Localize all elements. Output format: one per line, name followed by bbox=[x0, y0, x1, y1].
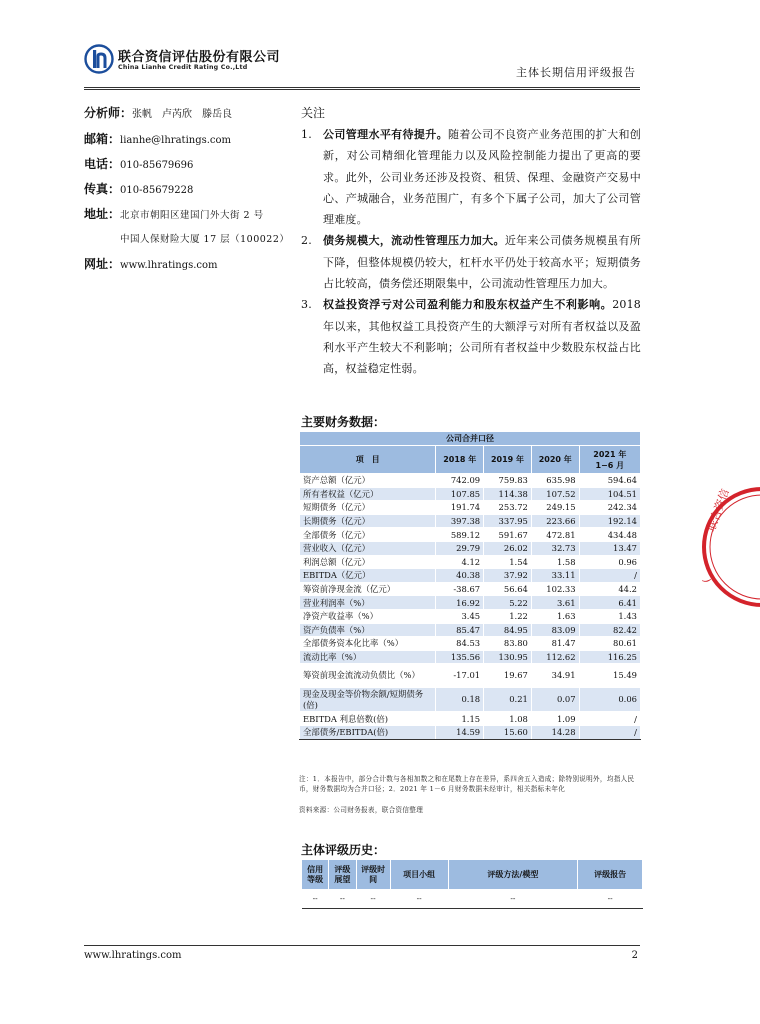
svg-text:(: ( bbox=[701, 577, 713, 584]
financials-row bbox=[300, 637, 641, 651]
financials-row-label: 全部债务（亿元） bbox=[300, 528, 436, 542]
financials-cell: 591.67 bbox=[484, 528, 532, 542]
concern-text: 近年来公司债务规模虽有所下降，但整体规模仍较大，杠杆水平仍处于较高水平；短期债务占比较高，债务偿还期限集中，公司流动性管理压力加大。 bbox=[323, 234, 642, 291]
rating-history-column-header: 评级时 间 bbox=[356, 860, 390, 890]
concern-number: 2. bbox=[301, 234, 312, 248]
concern-heading: 公司管理水平有待提升。 bbox=[323, 128, 448, 141]
address-row-2 bbox=[120, 231, 289, 245]
financials-row bbox=[300, 725, 641, 739]
financials-row bbox=[300, 528, 641, 542]
financials-source: 资料来源：公司财务报表，联合资信整理 bbox=[299, 806, 424, 814]
financials-cell: -17.01 bbox=[436, 664, 484, 688]
financials-cell: 0.96 bbox=[579, 555, 640, 569]
financials-cell: 104.51 bbox=[579, 487, 640, 501]
address-label: 地址： bbox=[84, 207, 121, 221]
rating-history-cell: -- bbox=[329, 890, 356, 909]
financials-cell: 32.73 bbox=[531, 541, 579, 555]
financials-column-header-row bbox=[300, 446, 641, 474]
financials-cell: 84.95 bbox=[484, 623, 532, 637]
financials-row-label: EBITDA 利息倍数(倍) bbox=[300, 712, 436, 726]
company-name-cn: 联合资信评估股份有限公司 bbox=[118, 50, 281, 65]
financials-column-header: 2020 年 bbox=[531, 446, 579, 474]
financials-cell: / bbox=[579, 725, 640, 739]
rating-history-column-header: 评级报告 bbox=[578, 860, 643, 890]
fax-value: 010-85679228 bbox=[120, 185, 194, 196]
concerns-list bbox=[301, 124, 641, 380]
address-line1: 北京市朝阳区建国门外大街 2 号 bbox=[120, 210, 264, 221]
financials-cell: 15.49 bbox=[579, 664, 640, 688]
financials-cell: 242.34 bbox=[579, 501, 640, 515]
analyst-label: 分析师： bbox=[84, 106, 133, 120]
financials-cell: 1.08 bbox=[484, 712, 532, 726]
financials-row bbox=[300, 596, 641, 610]
financials-cell: 192.14 bbox=[579, 514, 640, 528]
analyst-row bbox=[84, 104, 232, 121]
concern-item bbox=[301, 124, 641, 230]
financials-cell: 742.09 bbox=[436, 474, 484, 488]
financials-cell: 19.67 bbox=[484, 664, 532, 688]
page-number: 2 bbox=[631, 950, 638, 961]
financials-row-label: 全部债务资本化比率（%） bbox=[300, 637, 436, 651]
rating-history-cell: -- bbox=[356, 890, 390, 909]
financials-cell: 34.91 bbox=[531, 664, 579, 688]
financials-cell: 107.52 bbox=[531, 487, 579, 501]
financials-cell: 1.54 bbox=[484, 555, 532, 569]
financials-cell: 337.95 bbox=[484, 514, 532, 528]
financials-cell: 40.38 bbox=[436, 569, 484, 583]
rating-history-column-header: 项目小组 bbox=[390, 860, 448, 890]
concerns-title: 关注 bbox=[301, 106, 326, 120]
concern-text: 随着公司不良资产业务范围的扩大和创新，对公司精细化管理能力以及风险控制能力提出了更高的要求。此外，公司业务还涉及投资、租赁、保理、金融资产交易中心、产城融合，业务范围广，有多个下属子公司，加大了公司管理难度。 bbox=[323, 128, 642, 227]
phone-label: 电话： bbox=[84, 157, 121, 171]
financials-cell: 56.64 bbox=[484, 582, 532, 596]
financials-cell: 14.59 bbox=[436, 725, 484, 739]
concern-heading: 债务规模大，流动性管理压力加大。 bbox=[323, 234, 505, 248]
financials-column-header: 项 目 bbox=[300, 446, 436, 474]
financials-cell: 81.47 bbox=[531, 637, 579, 651]
phone-row bbox=[84, 155, 193, 172]
footer-divider bbox=[84, 945, 640, 946]
analyst-value: 张帆 卢芮欣 滕岳良 bbox=[132, 109, 233, 120]
company-logo-icon bbox=[84, 44, 114, 74]
rating-history-cell: -- bbox=[448, 890, 578, 909]
financials-cell: / bbox=[579, 569, 640, 583]
page-header bbox=[84, 42, 640, 88]
financials-cell: 13.47 bbox=[579, 541, 640, 555]
phone-value: 010-85679696 bbox=[120, 160, 194, 171]
email-value: lianhe@lhratings.com bbox=[120, 135, 232, 146]
financials-row bbox=[300, 650, 641, 664]
financials-cell: 1.15 bbox=[436, 712, 484, 726]
financials-row bbox=[300, 609, 641, 623]
concern-text: 2018 年以来，其他权益工具投资产生的大额浮亏对所有者权益以及盈利水平产生较大不利影响；公司所有者权益中少数股东权益占比高，权益稳定性弱。 bbox=[323, 298, 641, 376]
financials-row bbox=[300, 569, 641, 583]
financials-column-header: 2018 年 bbox=[436, 446, 484, 474]
financials-title: 主要财务数据： bbox=[301, 415, 386, 429]
financials-cell: 0.06 bbox=[579, 688, 640, 712]
report-type: 主体长期信用评级报告 bbox=[516, 66, 636, 79]
financials-row-label: 营业利润率（%） bbox=[300, 596, 436, 610]
financials-cell: 37.92 bbox=[484, 569, 532, 583]
financials-column-header: 2019 年 bbox=[484, 446, 532, 474]
financials-cell: 33.11 bbox=[531, 569, 579, 583]
financials-row bbox=[300, 514, 641, 528]
financials-row-label: 长期债务（亿元） bbox=[300, 514, 436, 528]
financials-row-label: 全部债务/EBITDA(倍) bbox=[300, 725, 436, 739]
financials-cell: 759.83 bbox=[484, 474, 532, 488]
financials-cell: 135.56 bbox=[436, 650, 484, 664]
financials-cell: 5.22 bbox=[484, 596, 532, 610]
financials-cell: 116.25 bbox=[579, 650, 640, 664]
financials-cell: 249.15 bbox=[531, 501, 579, 515]
financials-row-label: 流动比率（%） bbox=[300, 650, 436, 664]
rating-history-cell: -- bbox=[578, 890, 643, 909]
rating-history-column-header: 评级方法/模型 bbox=[448, 860, 578, 890]
financials-cell: 26.02 bbox=[484, 541, 532, 555]
financials-cell: 80.61 bbox=[579, 637, 640, 651]
financials-row-label: 资产负债率（%） bbox=[300, 623, 436, 637]
financials-row bbox=[300, 712, 641, 726]
email-row bbox=[84, 130, 231, 147]
financials-cell: 397.38 bbox=[436, 514, 484, 528]
financials-cell: 15.60 bbox=[484, 725, 532, 739]
financials-cell: 1.09 bbox=[531, 712, 579, 726]
financials-row bbox=[300, 555, 641, 569]
rating-history-title: 主体评级历史： bbox=[301, 843, 386, 857]
rating-history-cell: -- bbox=[390, 890, 448, 909]
financials-cell: 594.64 bbox=[579, 474, 640, 488]
financials-cell: 223.66 bbox=[531, 514, 579, 528]
financials-row-label: 筹资前现金流流动负债比（%） bbox=[300, 664, 436, 688]
financials-cell: 102.33 bbox=[531, 582, 579, 596]
financials-row bbox=[300, 487, 641, 501]
company-name-en: China Lianhe Credit Rating Co.,Ltd bbox=[118, 64, 248, 71]
financials-cell: 107.85 bbox=[436, 487, 484, 501]
header-divider-2 bbox=[84, 89, 640, 90]
financials-table-body bbox=[300, 474, 641, 740]
financials-row-label: EBITDA（亿元） bbox=[300, 569, 436, 583]
financials-cell: 14.28 bbox=[531, 725, 579, 739]
financials-cell: / bbox=[579, 712, 640, 726]
financials-table bbox=[299, 431, 641, 740]
concern-number: 1. bbox=[301, 128, 312, 141]
financials-column-header: 2021 年 1−6 月 bbox=[579, 446, 640, 474]
fax-label: 传真： bbox=[84, 182, 121, 196]
address-row bbox=[84, 205, 264, 222]
footer-url: www.lhratings.com bbox=[84, 950, 182, 961]
financials-note: 注：1．本报告中，部分合计数与各相加数之和在尾数上存在差异，系四舍五入造成；除特别说明外，均指人民币，财务数据均为合并口径；2．2021 年 1－6 月财务数据未经审计，相关指标未年化 bbox=[299, 775, 635, 793]
rating-history-column-header: 信用 等级 bbox=[302, 860, 329, 890]
financials-cell: 589.12 bbox=[436, 528, 484, 542]
website-row bbox=[84, 255, 218, 272]
financials-row bbox=[300, 688, 641, 712]
website-label: 网址： bbox=[84, 257, 121, 271]
website-value: www.lhratings.com bbox=[120, 260, 218, 271]
concern-item bbox=[301, 230, 641, 294]
header-divider bbox=[84, 87, 640, 88]
financials-cell: 0.18 bbox=[436, 688, 484, 712]
financials-cell: -38.67 bbox=[436, 582, 484, 596]
rating-history-column-header: 评级 展望 bbox=[329, 860, 356, 890]
rating-history-cell: -- bbox=[302, 890, 329, 909]
fax-row bbox=[84, 180, 193, 197]
financials-cell: 3.61 bbox=[531, 596, 579, 610]
financials-cell: 635.98 bbox=[531, 474, 579, 488]
financials-cell: 4.12 bbox=[436, 555, 484, 569]
financials-cell: 83.80 bbox=[484, 637, 532, 651]
financials-row-label: 营业收入（亿元） bbox=[300, 541, 436, 555]
financials-cell: 82.42 bbox=[579, 623, 640, 637]
financials-cell: 112.62 bbox=[531, 650, 579, 664]
financials-cell: 253.72 bbox=[484, 501, 532, 515]
financials-group-header: 公司合并口径 bbox=[300, 432, 641, 446]
financials-group-header-row bbox=[300, 432, 641, 446]
concern-heading: 权益投资浮亏对公司盈利能力和股东权益产生不利影响。 bbox=[323, 298, 613, 312]
email-label: 邮箱： bbox=[84, 132, 121, 146]
concern-item bbox=[301, 294, 641, 379]
financials-row-label: 净资产收益率（%） bbox=[300, 609, 436, 623]
financials-cell: 83.09 bbox=[531, 623, 579, 637]
financials-row bbox=[300, 501, 641, 515]
financials-row-label: 短期债务（亿元） bbox=[300, 501, 436, 515]
financials-row-label: 现金及现金等价物余额/短期债务(倍) bbox=[300, 688, 436, 712]
financials-cell: 1.58 bbox=[531, 555, 579, 569]
financials-cell: 0.21 bbox=[484, 688, 532, 712]
svg-text:联合资信: 联合资信 bbox=[704, 487, 732, 534]
financials-cell: 1.63 bbox=[531, 609, 579, 623]
financials-cell: 1.43 bbox=[579, 609, 640, 623]
financials-cell: 191.74 bbox=[436, 501, 484, 515]
financials-cell: 16.92 bbox=[436, 596, 484, 610]
financials-row bbox=[300, 541, 641, 555]
financials-row-label: 筹资前净现金流（亿元） bbox=[300, 582, 436, 596]
financials-row-label: 利润总额（亿元） bbox=[300, 555, 436, 569]
financials-row bbox=[300, 623, 641, 637]
financials-cell: 130.95 bbox=[484, 650, 532, 664]
financials-cell: 472.81 bbox=[531, 528, 579, 542]
rating-history-table bbox=[301, 859, 643, 909]
financials-cell: 44.2 bbox=[579, 582, 640, 596]
concerns-section bbox=[301, 104, 642, 376]
financials-row bbox=[300, 474, 641, 488]
financials-row-label: 所有者权益（亿元） bbox=[300, 487, 436, 501]
financials-row bbox=[300, 664, 641, 688]
address-line2: 中国人保财险大厦 17 层（100022） bbox=[120, 234, 290, 245]
rating-history-header-row bbox=[302, 860, 643, 890]
concern-number: 3. bbox=[301, 298, 312, 312]
financials-cell: 114.38 bbox=[484, 487, 532, 501]
financials-cell: 0.07 bbox=[531, 688, 579, 712]
company-seal-icon bbox=[700, 472, 760, 622]
financials-cell: 3.45 bbox=[436, 609, 484, 623]
financials-cell: 6.41 bbox=[579, 596, 640, 610]
financials-cell: 85.47 bbox=[436, 623, 484, 637]
financials-row bbox=[300, 582, 641, 596]
financials-row-label: 资产总额（亿元） bbox=[300, 474, 436, 488]
financials-cell: 434.48 bbox=[579, 528, 640, 542]
financials-cell: 1.22 bbox=[484, 609, 532, 623]
financials-cell: 84.53 bbox=[436, 637, 484, 651]
financials-cell: 29.79 bbox=[436, 541, 484, 555]
rating-history-row bbox=[302, 890, 643, 909]
